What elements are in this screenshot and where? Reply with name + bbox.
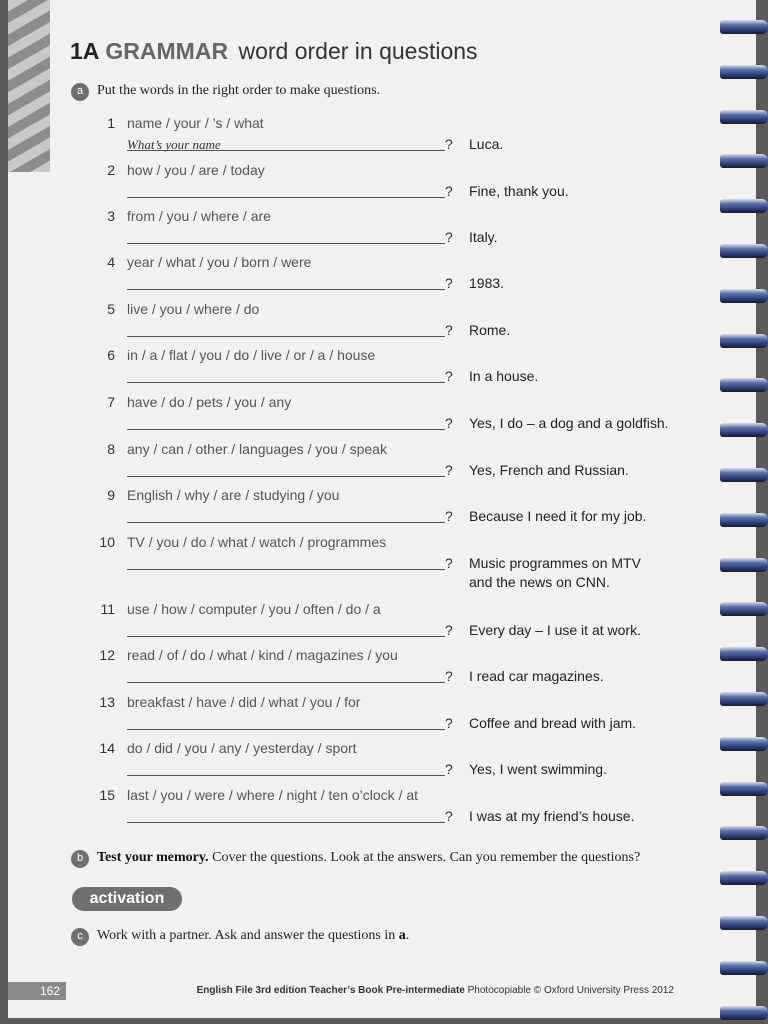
worksheet-page (8, 0, 756, 1018)
spiral-coil (720, 737, 768, 751)
question-number: 11 (100, 601, 115, 617)
spiral-coil (720, 199, 768, 213)
question-number: 2 (107, 162, 115, 178)
answer-line-1: Luca. (469, 136, 504, 152)
question-number: 15 (99, 787, 115, 803)
spiral-coil (720, 647, 768, 661)
answer-line[interactable] (127, 775, 445, 776)
exercise-a-instruction: Put the words in the right order to make questions. (97, 83, 381, 98)
question-mark: ? (445, 136, 453, 152)
answer-text (469, 668, 604, 684)
answer-line[interactable] (127, 729, 445, 730)
question-number: 8 (107, 441, 115, 457)
question-mark: ? (445, 183, 453, 199)
answer-text (469, 322, 510, 338)
spiral-coil (720, 961, 768, 975)
question-prompt: from / you / where / are (127, 208, 271, 224)
answer-text (469, 415, 669, 431)
topic-label: word order in questions (238, 38, 478, 64)
question-number: 10 (99, 534, 115, 550)
unit-label: 1A (70, 38, 100, 64)
question-mark: ? (445, 415, 453, 431)
question-prompt: have / do / pets / you / any (127, 394, 292, 410)
exercise-b-text: Cover the questions. Look at the answers. Can you remember the questions? (208, 850, 641, 865)
answer-text (469, 368, 538, 384)
question-number: 14 (99, 740, 115, 756)
question-prompt: do / did / you / any / yesterday / sport (127, 740, 357, 756)
answer-line-1: 1983. (469, 275, 505, 291)
answer-line[interactable] (127, 197, 445, 198)
question-number: 6 (107, 347, 115, 363)
answer-line-1: Music programmes on MTV (469, 555, 641, 571)
spiral-coil (720, 110, 768, 124)
spiral-coil (720, 513, 768, 527)
footer-rights: Photocopiable © Oxford University Press 2012 (464, 985, 674, 996)
answer-line[interactable] (127, 636, 445, 637)
spiral-coil (720, 289, 768, 303)
spiral-coil (720, 334, 768, 348)
answer-line-1: Italy. (469, 229, 498, 245)
question-prompt: use / how / computer / you / often / do / a (127, 601, 381, 617)
question-prompt: read / of / do / what / kind / magazines / you (127, 647, 398, 663)
question-prompt: TV / you / do / what / watch / programmes (127, 534, 387, 550)
spiral-coil (720, 65, 768, 79)
exercise-c-end: . (405, 928, 410, 943)
question-mark: ? (445, 508, 453, 524)
answer-line-1: Every day – I use it at work. (469, 622, 641, 638)
question-number: 12 (99, 647, 115, 663)
answer-text (469, 136, 503, 152)
activation-label: activation (72, 887, 182, 911)
answer-line-1: Yes, French and Russian. (469, 462, 629, 478)
answer-text (469, 508, 646, 524)
question-mark: ? (445, 555, 453, 571)
question-mark: ? (445, 275, 453, 291)
footer-book: English File 3rd edition Teacher’s Book Pre-intermediate (196, 985, 465, 996)
answer-text (469, 622, 641, 638)
answer-line[interactable] (127, 682, 445, 683)
answer-line-1: Fine, thank you. (469, 183, 569, 199)
answer-text (469, 275, 504, 291)
answer-text (469, 462, 629, 478)
question-prompt: last / you / were / where / night / ten o’clock / at (127, 787, 419, 803)
exercise-b-instruction (97, 850, 640, 866)
question-mark: ? (445, 761, 453, 777)
spiral-coil (720, 826, 768, 840)
question-prompt: any / can / other / languages / you / speak (127, 441, 387, 457)
answer-line[interactable] (127, 336, 445, 337)
answer-text (469, 808, 634, 824)
spiral-coil (720, 782, 768, 796)
exercise-c-instruction (97, 928, 409, 944)
exercise-c-badge: c (71, 928, 89, 946)
answer-text (469, 183, 569, 199)
question-prompt: how / you / are / today (127, 162, 265, 178)
page-title (70, 38, 478, 65)
corner-decoration (8, 0, 50, 172)
answer-text (469, 555, 641, 590)
spiral-coil (720, 244, 768, 258)
question-mark: ? (445, 462, 453, 478)
spiral-coil (720, 423, 768, 437)
example-answer: What’s your name (127, 137, 221, 152)
answer-text (469, 229, 498, 245)
spiral-binding (720, 0, 768, 1024)
spiral-coil (720, 692, 768, 706)
exercise-b-badge: b (71, 850, 89, 868)
question-mark: ? (445, 668, 453, 684)
page-number: 162 (8, 982, 66, 1000)
answer-line-1: I was at my friend’s house. (469, 808, 635, 824)
question-mark: ? (445, 368, 453, 384)
question-number: 7 (107, 394, 115, 410)
answer-line-1: Rome. (469, 322, 511, 338)
answer-line[interactable] (127, 243, 445, 244)
question-prompt: name / your / ’s / what (127, 115, 264, 131)
question-number: 3 (107, 208, 115, 224)
question-number: 4 (107, 254, 115, 270)
answer-text (469, 715, 636, 731)
answer-line-1: Yes, I went swimming. (469, 761, 607, 777)
answer-text (469, 761, 607, 777)
spiral-coil (720, 20, 768, 34)
spiral-coil (720, 916, 768, 930)
question-mark: ? (445, 808, 453, 824)
spiral-coil (720, 154, 768, 168)
question-mark: ? (445, 322, 453, 338)
question-prompt: live / you / where / do (127, 301, 260, 317)
answer-line[interactable] (127, 429, 445, 430)
answer-line-1: In a house. (469, 368, 539, 384)
question-number: 1 (107, 115, 115, 131)
question-mark: ? (445, 229, 453, 245)
question-prompt: year / what / you / born / were (127, 254, 312, 270)
exercise-c-text: Work with a partner. Ask and answer the questions in (97, 928, 399, 943)
answer-line[interactable] (127, 822, 445, 823)
question-mark: ? (445, 715, 453, 731)
question-mark: ? (445, 622, 453, 638)
section-label: GRAMMAR (105, 38, 229, 64)
exercise-c-bold: a (398, 928, 406, 943)
question-number: 5 (107, 301, 115, 317)
spiral-coil (720, 558, 768, 572)
answer-line[interactable] (127, 522, 445, 523)
spiral-coil (720, 378, 768, 392)
answer-line-1: Because I need it for my job. (469, 508, 647, 524)
question-number: 13 (99, 694, 115, 710)
question-number: 9 (107, 487, 115, 503)
answer-line[interactable] (127, 569, 445, 570)
question-prompt: breakfast / have / did / what / you / for (127, 694, 361, 710)
exercise-b-bold: Test your memory. (97, 850, 209, 865)
exercise-a-badge: a (71, 83, 89, 101)
answer-line-2: and the news on CNN. (469, 574, 610, 590)
spiral-coil (720, 602, 768, 616)
spiral-coil (720, 1006, 768, 1020)
question-prompt: English / why / are / studying / you (127, 487, 340, 503)
answer-line-1: Coffee and bread with jam. (469, 715, 637, 731)
answer-line[interactable] (127, 289, 445, 290)
spiral-coil (720, 468, 768, 482)
spiral-coil (720, 871, 768, 885)
footer-credit (197, 985, 674, 996)
answer-line-1: I read car magazines. (469, 668, 604, 684)
answer-line[interactable] (127, 382, 445, 383)
question-prompt: in / a / flat / you / do / live / or / a / house (127, 347, 376, 363)
answer-line-1: Yes, I do – a dog and a goldfish. (469, 415, 669, 431)
answer-line[interactable] (127, 476, 445, 477)
